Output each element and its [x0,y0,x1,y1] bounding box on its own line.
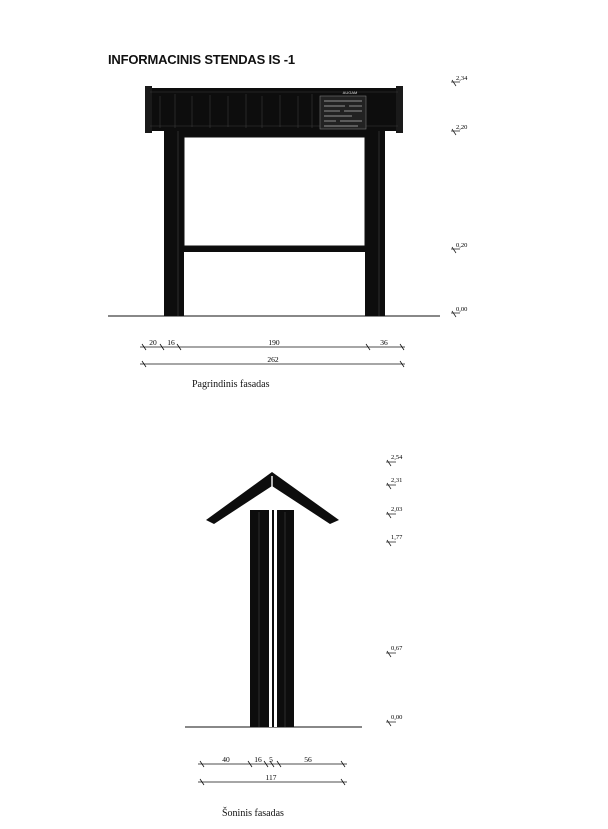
side-post-gap-right [274,510,277,727]
side-dim-label: 16 [254,755,262,764]
side-elev-label: 0,67 [391,645,403,652]
side-elev-label: 1,77 [391,534,403,541]
front-elev-label: 0,00 [456,306,468,313]
side-elev-mark [386,714,402,726]
front-elev-mark [451,242,467,253]
side-elev-mark [386,534,403,546]
front-dim-label: 20 [149,338,157,347]
side-elev-mark [386,454,403,466]
front-elev-label: 0,20 [456,242,468,249]
front-frame-top [184,131,365,137]
front-post-left [164,131,184,316]
side-post-gap-left [269,510,272,727]
side-elev-label: 2,03 [391,506,403,513]
front-elev-mark [451,124,467,135]
front-panel-label: AUGAM [342,90,358,95]
front-elevation [108,75,468,367]
front-elev-label: 2,20 [456,124,468,131]
front-elev-label: 2,34 [456,75,468,82]
front-dim-label: 16 [167,338,175,347]
side-elev-label: 2,31 [391,477,403,484]
front-dim-total: 262 [267,355,279,364]
side-elevation-marks [386,454,403,726]
side-dim-label: 5 [269,755,273,764]
side-dim-label: 40 [222,755,230,764]
front-elevation-marks [451,75,468,317]
front-dim-label: 36 [380,338,388,347]
front-board-panel [184,137,365,246]
side-elev-label: 2,54 [391,454,403,461]
side-elev-mark [386,477,402,489]
side-elev-label: 0,00 [391,714,403,721]
front-frame-bottom [184,246,365,252]
side-elev-mark [386,645,403,657]
front-elev-mark [451,306,467,317]
side-dim-total: 117 [265,773,277,782]
front-elev-mark [451,75,468,86]
front-dim-label: 190 [268,338,280,347]
side-dim-label: 56 [304,755,312,764]
side-caption: Šoninis fasadas [222,808,284,819]
front-post-right [365,131,385,316]
drawing-title: INFORMACINIS STENDAS IS -1 [108,52,295,67]
front-caption: Pagrindinis fasadas [192,379,270,390]
side-elev-mark [386,506,402,518]
side-elevation [185,454,403,785]
